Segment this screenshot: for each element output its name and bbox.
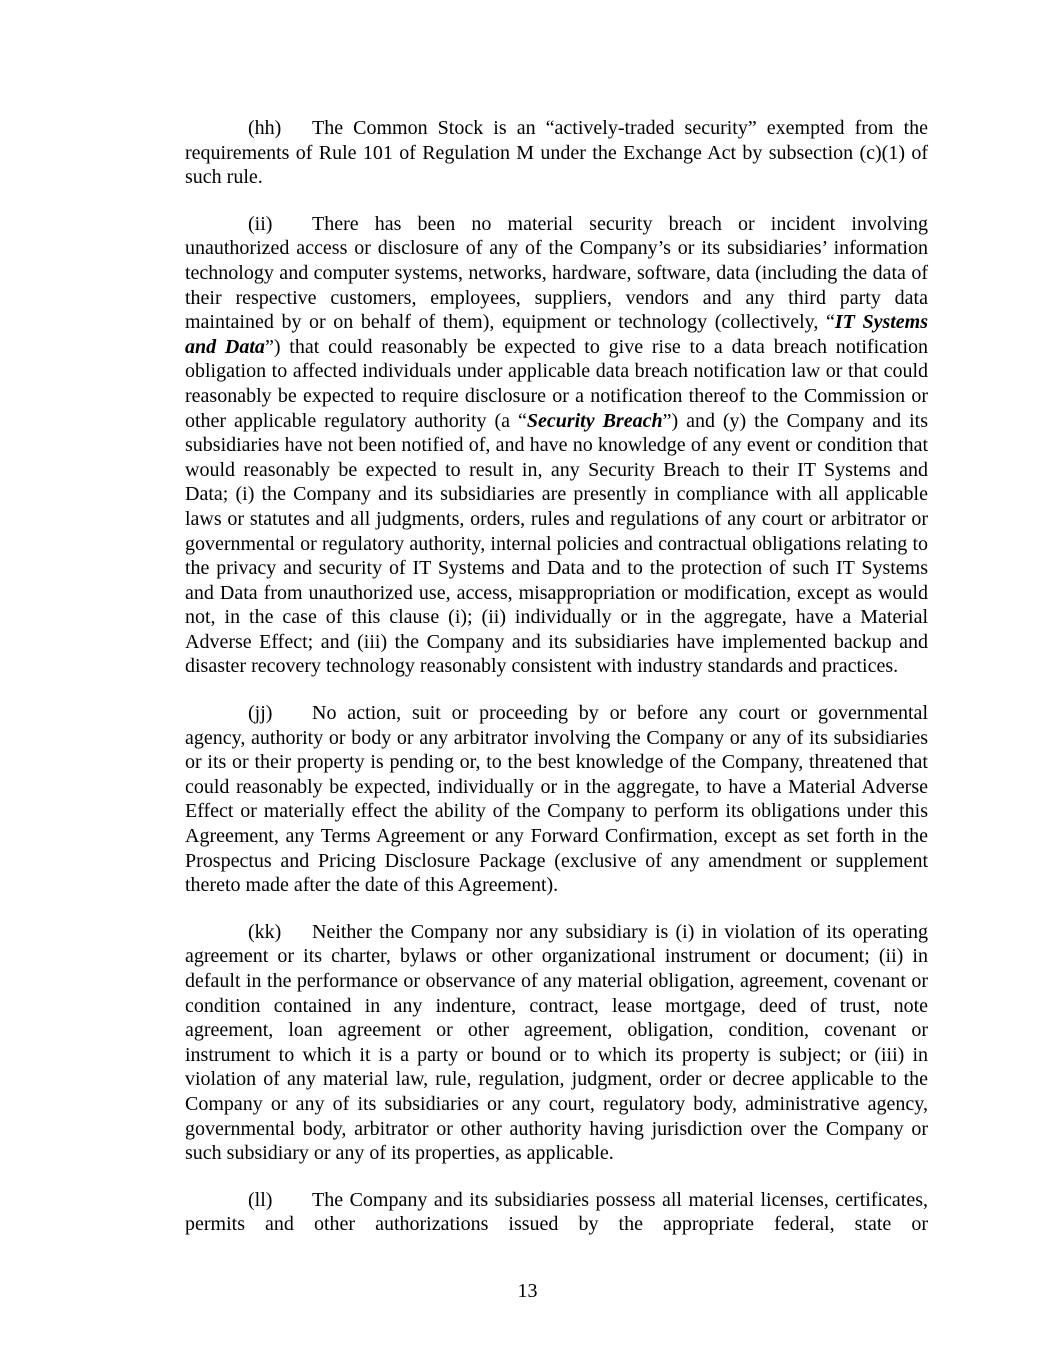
paragraph-label: (ii) <box>248 212 273 235</box>
paragraph <box>185 701 928 898</box>
paragraph-text: The Common Stock is an “actively-traded security” exempted from the requirements of Rule 101 of Regulation M under the Exchange Act by subsection (c)(1) of such rule. <box>185 117 928 189</box>
document-body <box>185 116 928 1237</box>
paragraph-text: Neither the Company nor any subsidiary is (i) in violation of its operating agreement or its charter, bylaws or other organizational instrument or document; (ii) in default in the performance or observance of any material obligation, agreement, covenant or condition contained in any indenture, contract, lease mortgage, deed of trust, note agreement, loan agreement or other agreement, obligation, condition, covenant or instrument to which it is a party or bound or to which its property is subject; or (iii) in violation of any material law, rule, regulation, judgment, order or decree applicable to the Company or any of its subsidiaries or any court, regulatory body, administrative agency, governmental body, arbitrator or other authority having jurisdiction over the Company or such subsidiary or any of its properties, as applicable. <box>185 920 928 1165</box>
paragraph-label: (ll) <box>248 1188 273 1211</box>
defined-term: IT Systems and Data <box>185 311 928 358</box>
paragraph-text: ”) and (y) the Company and its subsidiaries have not been notified of, and have no knowledge of any event or condition that would reasonably be expected to result in, any Security Breach to their IT Systems and Data; (i) the Company and its subsidiaries are presently in compliance with all applicable laws or statutes and all judgments, orders, rules and regulations of any court or arbitrator or governmental or regulatory authority, internal policies and contractual obligations relating to the privacy and security of IT Systems and Data and to the protection of such IT Systems and Data from unauthorized use, access, misappropriation or modification, except as would not, in the case of this clause (i); (ii) individually or in the aggregate, have a Material Adverse Effect; and (iii) the Company and its subsidiaries have implemented backup and disaster recovery technology reasonably consistent with industry standards and practices. <box>185 409 928 678</box>
page-number: 13 <box>517 1280 538 1302</box>
paragraph-text: There has been no material security breach or incident involving unauthorized access or disclosure of any of the Company’s or its subsidiaries’ information technology and computer systems, networks, hardware, software, data (including the data of their respective customers, employees, suppliers, vendors and any third party data maintained by or on behalf of them), equipment or technology (collectively, “ <box>185 212 928 334</box>
paragraph-label: (kk) <box>248 920 282 943</box>
paragraph-text: No action, suit or proceeding by or before any court or governmental agency, authority or body or any arbitrator involving the Company or any of its subsidiaries or its or their property is pending or, to the best knowledge of the Company, threatened that could reasonably be expected, individually or in the aggregate, to have a Material Adverse Effect or materially effect the ability of the Company to perform its obligations under this Agreement, any Terms Agreement or any Forward Confirmation, except as set forth in the Prospectus and Pricing Disclosure Package (exclusive of any amendment or supplement thereto made after the date of this Agreement). <box>185 702 928 897</box>
paragraph <box>185 116 928 190</box>
paragraph <box>185 1188 928 1237</box>
paragraph <box>185 920 928 1166</box>
paragraph-text: ”) that could reasonably be expected to give rise to a data breach notification obligation to affected individuals under applicable data breach notification law or that could reasonably be expected to require disclosure or a notification thereof to the Commission or other applicable regulatory authority (a “ <box>185 335 929 432</box>
paragraph-text: The Company and its subsidiaries possess all material licenses, certificates, permits and other authorizations issued by the appropriate federal, state or <box>185 1188 928 1236</box>
paragraph-label: (hh) <box>248 117 282 139</box>
paragraph <box>185 212 928 679</box>
defined-term: Security Breach <box>526 409 663 432</box>
paragraph-label: (jj) <box>248 702 273 725</box>
